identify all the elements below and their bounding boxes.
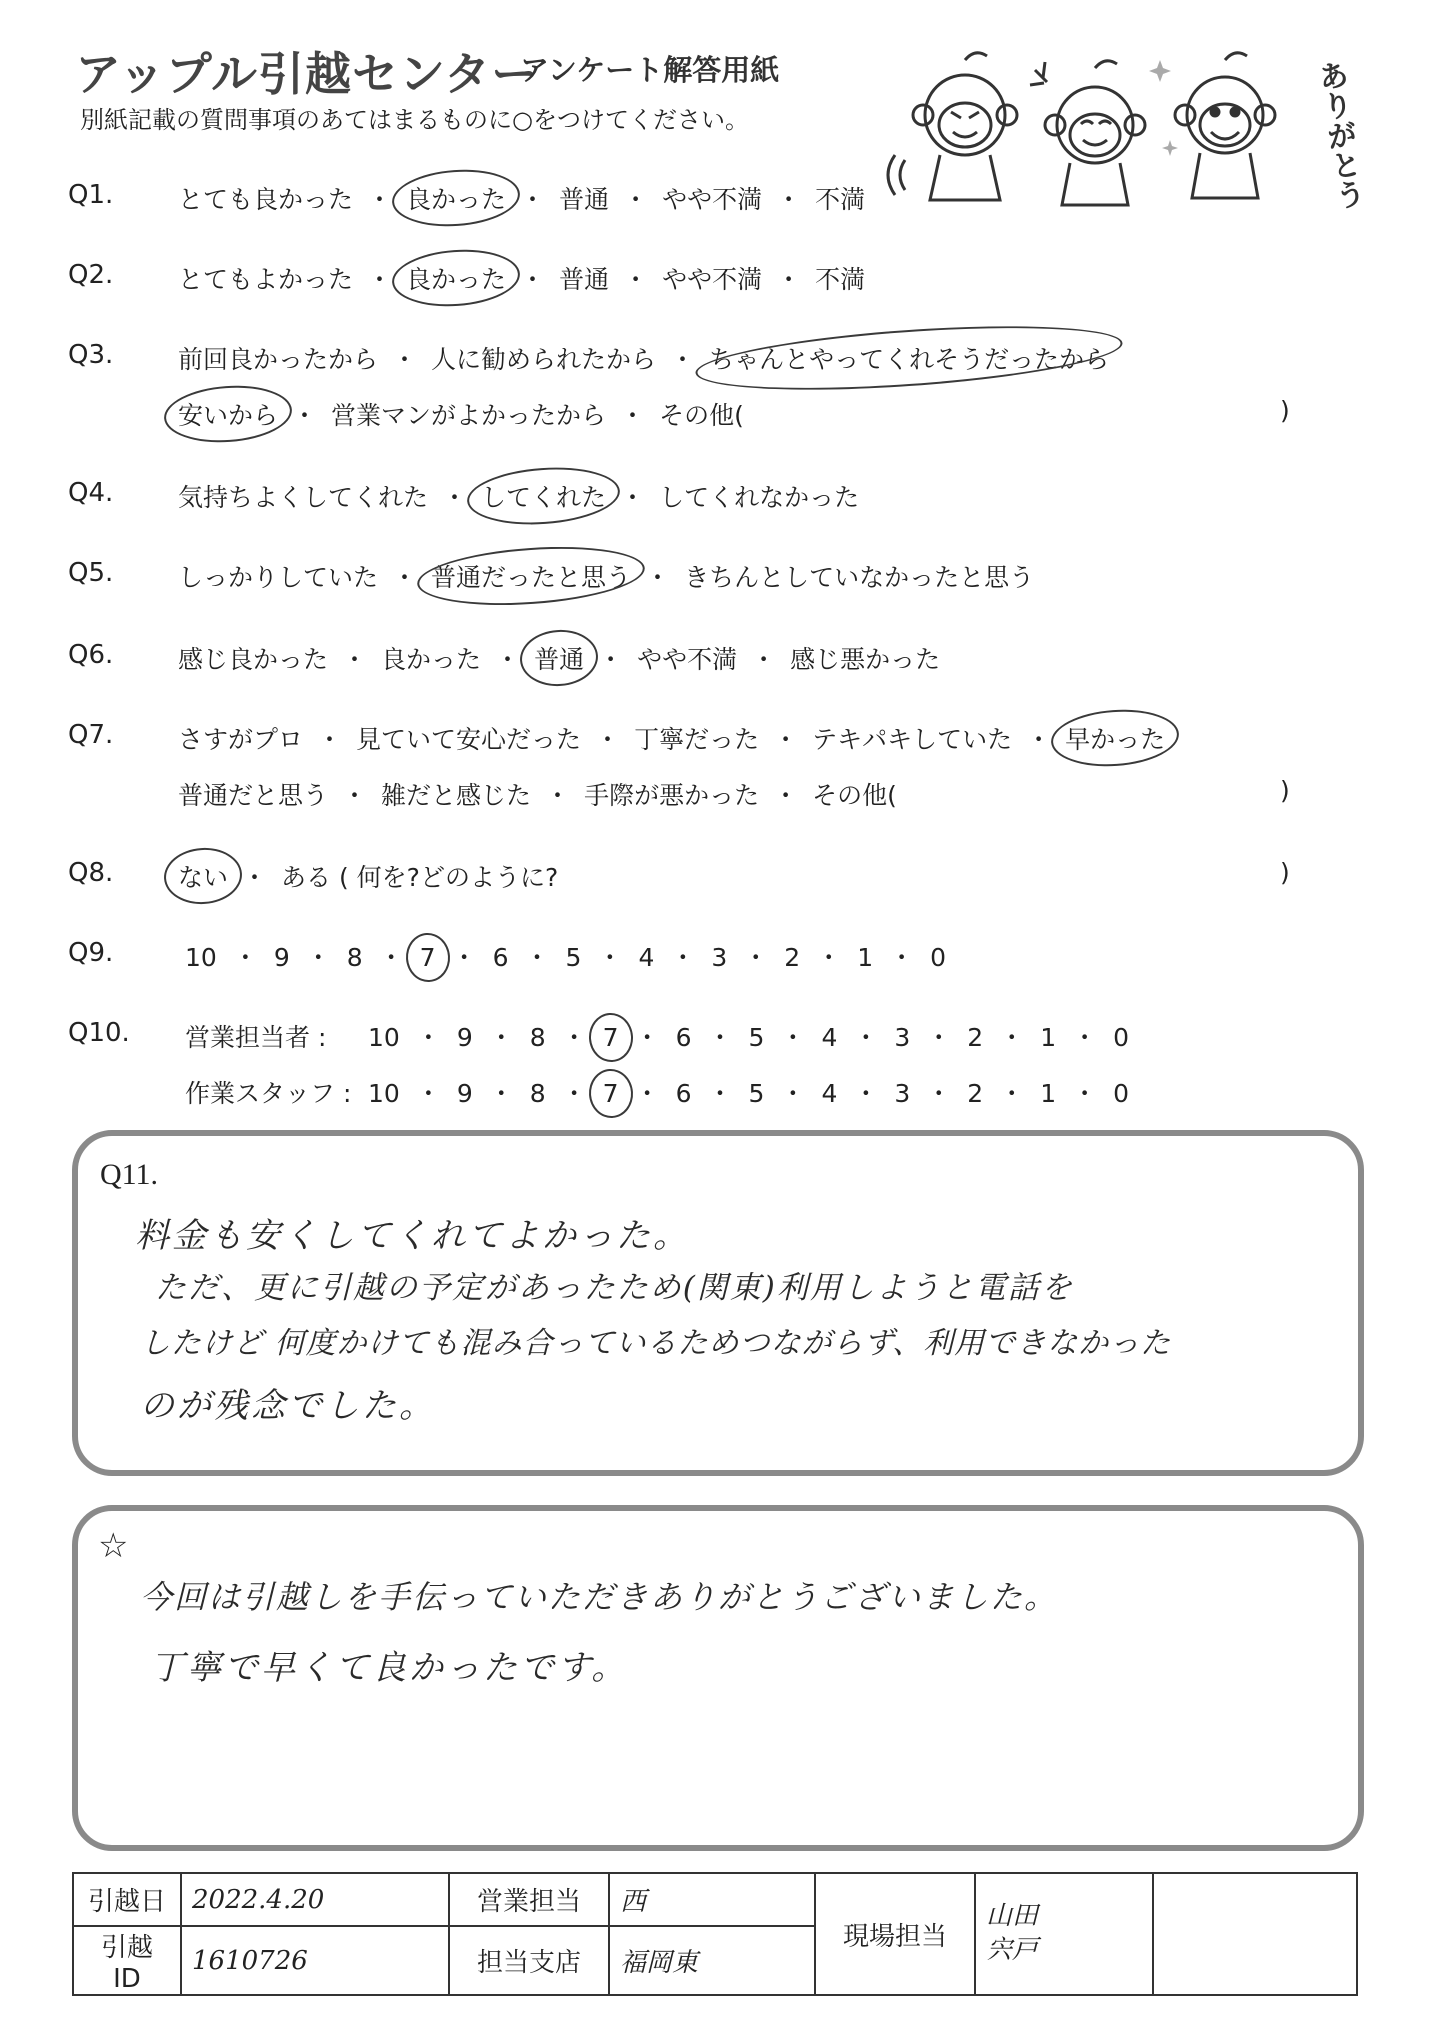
q10-sales-score-4[interactable]: 4: [821, 1023, 838, 1052]
q5-number: Q5.: [68, 558, 114, 588]
site-staff-label: 現場担当: [815, 1873, 975, 1995]
q10-sales-score-8[interactable]: 8: [529, 1023, 546, 1052]
q10-sales-score-6[interactable]: 6: [675, 1023, 692, 1052]
q8-option-1-circled[interactable]: ない: [178, 858, 228, 894]
branch-label: 担当支店: [449, 1926, 609, 1995]
q9-score-10[interactable]: 10: [185, 943, 217, 972]
q9-score-8[interactable]: 8: [346, 943, 363, 972]
move-info-table: [72, 1872, 1358, 1996]
q1-option-1[interactable]: とても良かった: [178, 185, 354, 214]
q2-option-3[interactable]: 普通: [559, 265, 610, 294]
q7-number: Q7.: [68, 720, 114, 750]
q4-options: 気持ちよくしてくれた ・ してくれた ・ してくれなかった: [178, 478, 859, 514]
q2-option-1[interactable]: とてもよかった: [178, 265, 354, 294]
q8-number: Q8.: [68, 858, 114, 888]
q10-staff-score-1[interactable]: 1: [1040, 1079, 1057, 1108]
q1-number: Q1.: [68, 180, 114, 210]
star-label: ☆: [98, 1528, 129, 1565]
q11-label: Q11.: [100, 1158, 159, 1191]
q10-staff-score-2[interactable]: 2: [967, 1079, 984, 1108]
q9-score-0[interactable]: 0: [930, 943, 947, 972]
branch-value: 福岡東: [609, 1926, 815, 1995]
q7-option-2[interactable]: 見ていて安心だった: [356, 725, 582, 754]
q7-option-other[interactable]: その他(: [812, 781, 897, 810]
q4-option-2-circled[interactable]: してくれた: [481, 478, 606, 514]
blank-cell: [1153, 1873, 1357, 1995]
q11-comment-line-1: 料金も安くしてくれてよかった。: [135, 1216, 690, 1256]
q6-options: 感じ良かった ・ 良かった ・ 普通 ・ やや不満 ・ 感じ悪かった: [178, 640, 940, 676]
q5-option-1[interactable]: しっかりしていた: [178, 563, 379, 592]
q2-option-5[interactable]: 不満: [815, 265, 866, 294]
q3-option-3-circled[interactable]: ちゃんとやってくれそうだったから: [709, 340, 1109, 376]
q10-sales-label: 営業担当者 :: [185, 1023, 327, 1052]
q6-option-1[interactable]: 感じ良かった: [178, 645, 329, 674]
q3-option-4-circled[interactable]: 安いから: [178, 396, 278, 432]
q7-option-4[interactable]: テキパキしていた: [812, 725, 1013, 754]
q9-score-6[interactable]: 6: [492, 943, 509, 972]
q10-staff-score-0[interactable]: 0: [1113, 1079, 1130, 1108]
q10-staff-label: 作業スタッフ :: [185, 1079, 352, 1108]
form-title: アップル引越センター: [75, 47, 539, 101]
move-date-value: 2022.4.20: [181, 1873, 449, 1926]
q10-staff-score-9[interactable]: 9: [456, 1079, 473, 1108]
q10-staff-score-8[interactable]: 8: [529, 1079, 546, 1108]
q7-option-8[interactable]: 手際が悪かった: [584, 781, 760, 810]
q1-option-5[interactable]: 不満: [815, 185, 866, 214]
q9-score-9[interactable]: 9: [273, 943, 290, 972]
q9-score-4[interactable]: 4: [638, 943, 655, 972]
q4-option-3[interactable]: してくれなかった: [659, 483, 860, 512]
monkey-mascots-illustration: [885, 40, 1345, 220]
q8-options: ない ・ ある ( 何を?どのように?: [178, 858, 558, 894]
q7-options-line2: 普通だと思う ・ 雑だと感じた ・ 手際が悪かった ・ その他(: [178, 776, 897, 812]
move-id-value: 1610726: [181, 1926, 449, 1995]
q10-sales-scale: 10 ・ 9 ・ 8 ・ 7 ・ 6 ・ 5 ・ 4 ・ 3 ・ 2 ・ 1 ・ 0: [368, 1023, 1130, 1052]
q6-option-2[interactable]: 良かった: [381, 645, 482, 674]
q2-number: Q2.: [68, 260, 114, 290]
q9-score-5[interactable]: 5: [565, 943, 582, 972]
q10-sales-score-3[interactable]: 3: [894, 1023, 911, 1052]
q10-sales-score-9[interactable]: 9: [456, 1023, 473, 1052]
q10-staff-score-10[interactable]: 10: [368, 1079, 400, 1108]
q7-option-3[interactable]: 丁寧だった: [634, 725, 760, 754]
q2-option-2-circled[interactable]: 良かった: [406, 260, 506, 296]
q3-options-line2: 安いから ・ 営業マンがよかったから ・ その他(: [178, 396, 744, 432]
site-staff-values: [975, 1873, 1153, 1995]
q3-number: Q3.: [68, 340, 114, 370]
q10-number: Q10.: [68, 1018, 130, 1048]
free-comment-line-2: 丁寧で早くて良かったです。: [150, 1648, 629, 1688]
q10-staff-score-3[interactable]: 3: [894, 1079, 911, 1108]
instruction-text: 別紙記載の質問事項のあてはまるものに○をつけてください。: [80, 106, 749, 134]
q6-option-5[interactable]: 感じ悪かった: [790, 645, 941, 674]
q9-number: Q9.: [68, 938, 114, 968]
q5-option-3[interactable]: きちんとしていなかったと思う: [684, 563, 1035, 592]
form-subtitle: アンケート解答用紙: [520, 53, 780, 87]
q1-option-4[interactable]: やや不満: [662, 185, 763, 214]
q9-scale: 10 ・ 9 ・ 8 ・ 7 ・ 6 ・ 5 ・ 4 ・ 3 ・ 2 ・ 1 ・ 0: [185, 943, 947, 972]
q3-option-2[interactable]: 人に勧められたから: [431, 345, 657, 374]
q10-sales-score-2[interactable]: 2: [967, 1023, 984, 1052]
q5-options: しっかりしていた ・ 普通だったと思う ・ きちんとしていなかったと思う: [178, 558, 1034, 594]
sales-rep-value: 西: [609, 1873, 815, 1926]
q7-option-6[interactable]: 普通だと思う: [178, 781, 329, 810]
q7-close-paren: ): [1280, 776, 1290, 805]
sales-rep-label: 営業担当: [449, 1873, 609, 1926]
q3-option-1[interactable]: 前回良かったから: [178, 345, 379, 374]
move-date-label: 引越日: [73, 1873, 181, 1926]
q9-score-7-circled[interactable]: 7: [419, 943, 436, 972]
q11-comment-line-4: のが残念でした。: [140, 1386, 436, 1426]
q8-option-2[interactable]: ある ( 何を?どのように?: [281, 863, 559, 892]
q3-close-paren: ): [1280, 396, 1290, 425]
q5-option-2-circled[interactable]: 普通だったと思う: [431, 558, 631, 594]
q10-sales-score-7-circled[interactable]: 7: [602, 1023, 619, 1052]
q10-sales-score-10[interactable]: 10: [368, 1023, 400, 1052]
q7-options-line1: さすがプロ ・ 見ていて安心だった ・ 丁寧だった ・ テキパキしていた ・ 早かった: [178, 720, 1165, 756]
site-staff-value-1: 山田: [986, 1901, 1039, 1932]
q11-comment-line-2: ただ、更に引越の予定があったため(関東)利用しようと電話を: [155, 1270, 1074, 1306]
q11-comment-line-3: したけど 何度かけても混み合っているためつながらず、利用できなかった: [140, 1326, 1172, 1361]
q1-options: とても良かった ・ 良かった ・ 普通 ・ やや不満 ・ 不満: [178, 180, 865, 216]
q4-option-1[interactable]: 気持ちよくしてくれた: [178, 483, 429, 512]
q10-staff-score-7-circled[interactable]: 7: [602, 1079, 619, 1108]
q3-option-other[interactable]: その他(: [659, 401, 744, 430]
q10-sales-score-0[interactable]: 0: [1113, 1023, 1130, 1052]
free-comment-line-1: 今回は引越しを手伝っていただきありがとうございました。: [140, 1578, 1059, 1616]
q6-option-4[interactable]: やや不満: [637, 645, 738, 674]
q6-option-3-circled[interactable]: 普通: [534, 640, 584, 676]
q9-score-2[interactable]: 2: [784, 943, 801, 972]
move-id-label: 引越 ID: [73, 1926, 181, 1995]
q7-option-7[interactable]: 雑だと感じた: [381, 781, 532, 810]
q10-staff-score-5[interactable]: 5: [748, 1079, 765, 1108]
q7-option-5-circled[interactable]: 早かった: [1065, 720, 1165, 756]
q1-option-2-circled[interactable]: 良かった: [406, 180, 506, 216]
q7-option-1[interactable]: さすがプロ: [178, 725, 304, 754]
q8-close-paren: ): [1280, 858, 1290, 887]
q6-number: Q6.: [68, 640, 114, 670]
q4-number: Q4.: [68, 478, 114, 508]
q10-staff-scale: 10 ・ 9 ・ 8 ・ 7 ・ 6 ・ 5 ・ 4 ・ 3 ・ 2 ・ 1 ・ 0: [368, 1079, 1130, 1108]
q2-options: とてもよかった ・ 良かった ・ 普通 ・ やや不満 ・ 不満: [178, 260, 865, 296]
q10-sales-score-5[interactable]: 5: [748, 1023, 765, 1052]
q10-staff-score-4[interactable]: 4: [821, 1079, 838, 1108]
q1-option-3[interactable]: 普通: [559, 185, 610, 214]
thanks-text: ありがとう: [1310, 58, 1367, 212]
q10-staff-score-6[interactable]: 6: [675, 1079, 692, 1108]
site-staff-value-2: 宍戸: [986, 1935, 1039, 1965]
q9-score-1[interactable]: 1: [857, 943, 874, 972]
q9-score-3[interactable]: 3: [711, 943, 728, 972]
q3-options-line1: 前回良かったから ・ 人に勧められたから ・ ちゃんとやってくれそうだったから: [178, 340, 1109, 376]
q3-option-5[interactable]: 営業マンがよかったから: [331, 401, 607, 430]
q10-sales-score-1[interactable]: 1: [1040, 1023, 1057, 1052]
q2-option-4[interactable]: やや不満: [662, 265, 763, 294]
